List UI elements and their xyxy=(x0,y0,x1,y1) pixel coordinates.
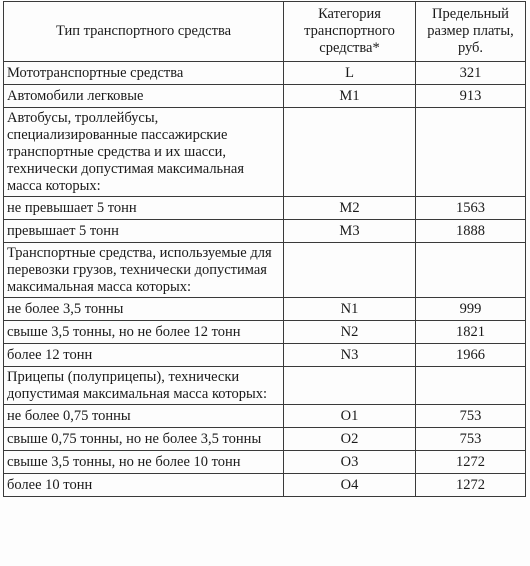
row-price: 1272 xyxy=(416,451,526,474)
row-type: более 12 тонн xyxy=(4,344,284,367)
row-price: 321 xyxy=(416,62,526,85)
table-row xyxy=(4,197,526,220)
row-category: N3 xyxy=(284,344,416,367)
table-row-group-heading xyxy=(4,243,526,298)
row-type: не более 3,5 тонны xyxy=(4,298,284,321)
row-price: 1821 xyxy=(416,321,526,344)
row-type: свыше 3,5 тонны, но не более 12 тонн xyxy=(4,321,284,344)
row-price xyxy=(416,367,526,405)
row-type: не более 0,75 тонны xyxy=(4,405,284,428)
row-type: более 10 тонн xyxy=(4,474,284,497)
row-type: Автобусы, троллейбусы, специализированные пассажирские транспортные средства и их шасси, технически допустимая максимальная масса которых: xyxy=(4,108,284,197)
row-category: O3 xyxy=(284,451,416,474)
table-row xyxy=(4,428,526,451)
row-type: Транспортные средства, используемые для перевозки грузов, технически допустимая максимальная масса которых: xyxy=(4,243,284,298)
row-category: N2 xyxy=(284,321,416,344)
row-type: Автомобили легковые xyxy=(4,85,284,108)
header-vehicle-type: Тип транспортного средства xyxy=(4,2,284,62)
row-category xyxy=(284,108,416,197)
table-header-row xyxy=(4,2,526,62)
row-type: свыше 3,5 тонны, но не более 10 тонн xyxy=(4,451,284,474)
row-price xyxy=(416,108,526,197)
row-category: L xyxy=(284,62,416,85)
row-price: 1888 xyxy=(416,220,526,243)
row-price xyxy=(416,243,526,298)
row-type: Мототранспортные средства xyxy=(4,62,284,85)
table-row-group-heading xyxy=(4,367,526,405)
row-category: N1 xyxy=(284,298,416,321)
header-vehicle-category: Категория транспортного средства* xyxy=(284,2,416,62)
table-row xyxy=(4,298,526,321)
row-category: O2 xyxy=(284,428,416,451)
row-price: 913 xyxy=(416,85,526,108)
table-row xyxy=(4,451,526,474)
row-type: не превышает 5 тонн xyxy=(4,197,284,220)
row-category: O1 xyxy=(284,405,416,428)
table-row xyxy=(4,321,526,344)
header-price-limit: Предельный размер платы, руб. xyxy=(416,2,526,62)
row-type: свыше 0,75 тонны, но не более 3,5 тонны xyxy=(4,428,284,451)
row-category: M2 xyxy=(284,197,416,220)
tariff-table xyxy=(3,1,526,497)
table-row xyxy=(4,62,526,85)
table-row xyxy=(4,405,526,428)
table-row xyxy=(4,474,526,497)
row-price: 1563 xyxy=(416,197,526,220)
row-category: M1 xyxy=(284,85,416,108)
table-row-group-heading xyxy=(4,108,526,197)
row-type: Прицепы (полуприцепы), технически допустимая максимальная масса которых: xyxy=(4,367,284,405)
row-price: 999 xyxy=(416,298,526,321)
row-category xyxy=(284,367,416,405)
row-price: 1272 xyxy=(416,474,526,497)
row-type: превышает 5 тонн xyxy=(4,220,284,243)
row-price: 753 xyxy=(416,428,526,451)
row-category xyxy=(284,243,416,298)
row-price: 1966 xyxy=(416,344,526,367)
table-row xyxy=(4,220,526,243)
table-row xyxy=(4,85,526,108)
table-row xyxy=(4,344,526,367)
row-category: O4 xyxy=(284,474,416,497)
row-category: M3 xyxy=(284,220,416,243)
row-price: 753 xyxy=(416,405,526,428)
